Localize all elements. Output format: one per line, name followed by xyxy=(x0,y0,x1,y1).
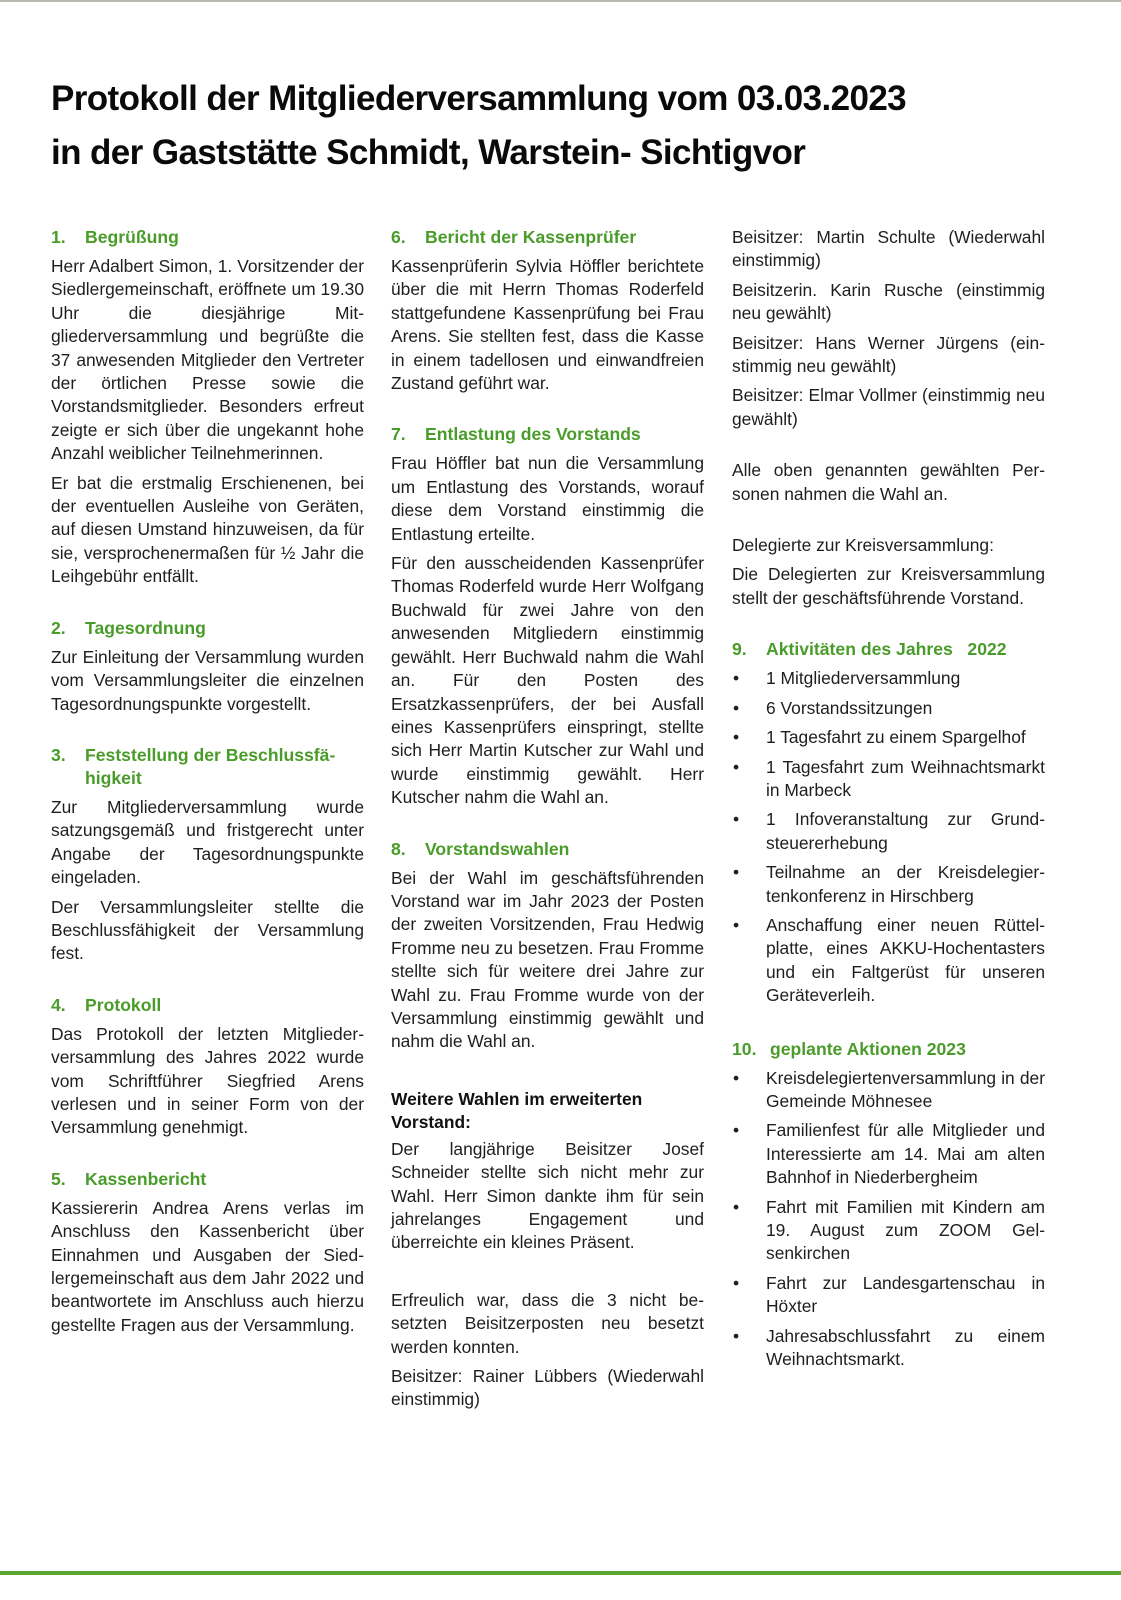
paragraph: Bei der Wahl im geschäftsführenden Vorstand war im Jahr 2023 der Posten der zweiten Vorsitzenden, Frau Hedwig Fromme neu zu besetzen. Frau Fromme stellte sich für weitere drei Jahre zur Wahl zu. Frau Fromme wurde von der Versammlung einstimmig gewählt und nahm die Wahl an. xyxy=(391,867,704,1052)
list-item-text: Familienfest für alle Mitglieder und Interessierte am 14. Mai am alten Bahnhof in Niederbergheim xyxy=(766,1120,1045,1188)
title-line-2: in der Gaststätte Schmidt, Warstein- Sichtigvor xyxy=(51,133,806,172)
list-item-text: 1 Infoveranstaltung zur Grundsteuererhebung xyxy=(766,809,1045,853)
paragraph: Alle oben genannten gewählten Personen nahmen die Wahl an. xyxy=(732,460,1045,504)
bullet-icon: • xyxy=(733,668,740,689)
list-item xyxy=(732,1272,1045,1319)
section-heading xyxy=(51,617,364,640)
section-number: 2. xyxy=(51,617,66,638)
section-title: Vorstandswahlen xyxy=(425,838,570,859)
bullet-icon: • xyxy=(733,697,740,718)
list-item-text: Anschaffung einer neuen Rüttelplatte, eines AKKU-Hochentasters und ein Faltgerüst für unseren Geräteverleih. xyxy=(766,914,1045,1006)
section-number: 5. xyxy=(51,1168,66,1189)
activities-list xyxy=(732,667,1045,1007)
paragraph: Der Versammlungsleiter stellte die Beschlussfähigkeit der Versammlung fest. xyxy=(51,896,364,964)
list-item-text: 6 Vorstandssitzungen xyxy=(766,697,933,718)
section-5-kassenbericht xyxy=(51,1168,364,1337)
bullet-icon: • xyxy=(733,809,740,830)
paragraph: Das Protokoll der letzten Mitgliederversammlung des Jahres 2022 wurde vom Schriftführer Siegfried Arens verlesen und in seiner Form von der Versammlung genehmigt. xyxy=(51,1023,364,1138)
top-edge-rule xyxy=(0,0,1121,2)
section-heading xyxy=(51,226,364,249)
bullet-icon: • xyxy=(733,1272,740,1293)
section-number: 9. xyxy=(732,639,747,660)
bullet-icon: • xyxy=(733,1325,740,1346)
section-title: Protokoll xyxy=(85,994,162,1015)
list-item xyxy=(732,756,1045,803)
list-item xyxy=(732,726,1045,749)
section-heading xyxy=(391,226,704,249)
section-1-begruessung xyxy=(51,226,364,589)
list-item xyxy=(732,1325,1045,1372)
section-heading xyxy=(51,744,364,790)
column-2 xyxy=(391,226,704,1412)
section-title: Feststellung der Beschlussfähigkeit xyxy=(85,744,336,788)
paragraph: Er bat die erstmalig Erschienenen, bei der eventuellen Ausleihe von Geräten, auf diesen Umstand hinzuweisen, da für sie, versprochenermaßen für ½ Jahr die Leihgebühr entfällt. xyxy=(51,472,364,587)
section-title: Bericht der Kassenprüfer xyxy=(425,227,637,247)
section-2-tagesordnung xyxy=(51,617,364,716)
section-6-kassenpruefer xyxy=(391,226,704,395)
elected-member: Beisitzer: Elmar Vollmer (einstimmig neu gewählt) xyxy=(732,385,1045,429)
paragraph: Kassiererin Andrea Arens verlas im Anschluss den Kassenbericht über Einnahmen und Ausgaben der Siedlergemeinschaft aus dem Jahr 2022 und beantwortete im Anschluss auch hierzu gestellte Fragen aus der Versammlung. xyxy=(51,1197,364,1335)
elected-member: Beisitzer: Hans Werner Jürgens (einstimmig neu gewählt) xyxy=(732,332,1045,377)
column-1 xyxy=(51,226,364,1337)
section-3-beschlussfaehigkeit xyxy=(51,744,364,966)
paragraph: Der langjährige Beisitzer Josef Schneider stellte sich nicht mehr zur Wahl. Herr Simon dankte ihm für sein jahrelanges Engagement und überreichte ein kleines Präsent. xyxy=(391,1138,704,1253)
page-title xyxy=(51,72,1091,180)
list-item xyxy=(732,914,1045,1008)
section-7-entlastung xyxy=(391,423,704,809)
section-number: 8. xyxy=(391,838,406,859)
section-number: 4. xyxy=(51,994,66,1015)
section-heading xyxy=(732,1038,1045,1061)
paragraph: Frau Höffler bat nun die Versammlung um Entlastung des Vorstands, worauf diese dem Vorstand einstimmig die Entlastung erteilte. xyxy=(391,453,704,544)
section-number: 7. xyxy=(391,424,406,445)
list-item-text: 1 Tagesfahrt zum Weihnachtsmarkt in Marbeck xyxy=(766,756,1045,800)
section-title: Tagesordnung xyxy=(85,617,206,638)
list-item-text: 1 Mitgliederversammlung xyxy=(766,668,961,689)
section-heading xyxy=(732,638,1045,661)
paragraph: Erfreulich war, dass die 3 nicht besetzten Beisitzerposten neu besetzt werden konnten. xyxy=(391,1289,704,1357)
list-item xyxy=(732,861,1045,908)
elected-member: Beisitzer: Martin Schulte (Wiederwahl einstimmig) xyxy=(732,227,1045,271)
bullet-icon: • xyxy=(733,727,740,748)
paragraph: Für den ausscheidenden Kassenprüfer Thomas Roderfeld wurde Herr Wolfgang Buchwald für zwei Jahre von den anwesenden Mitgliedern einstimmig gewählt. Herr Buchwald nahm die Wahl an. Für den Posten des Ersatzkassenprüfers, der bei Ausfall eines Kassenprüfers einspringt, stellte sich Herr Martin Kutscher zur Wahl und wurde einstimmig gewählt. Herr Kutscher nahm die Wahl an. xyxy=(391,553,704,808)
list-item-text: Fahrt zur Landesgartenschau in Höxter xyxy=(766,1272,1045,1317)
column-3 xyxy=(732,226,1045,1377)
subheading-weitere-wahlen: Weitere Wahlen im erweiterten Vorstand: xyxy=(391,1088,643,1132)
bullet-icon: • xyxy=(733,914,740,935)
paragraph: Zur Einleitung der Versammlung wurden vom Versammlungsleiter die einzelnen Tagesordnungspunkte vorgestellt. xyxy=(51,646,364,714)
section-title: geplante Aktionen 2023 xyxy=(770,1038,966,1059)
bullet-icon: • xyxy=(733,756,740,777)
paragraph: Kassenprüferin Sylvia Höffler berichtete über die mit Herrn Thomas Roderfeld stattgefundene Kassenprüfung bei Frau Arens. Sie stellten fest, dass die Kasse in einem tadellosen und einwandfreien Zustand geführt war. xyxy=(391,256,704,394)
list-item-text: Teilnahme an der Kreisdelegiertenkonferenz in Hirschberg xyxy=(766,862,1045,906)
list-item-text: Fahrt mit Familien mit Kindern am 19. August zum ZOOM Gelsenkirchen xyxy=(766,1196,1045,1264)
section-4-protokoll xyxy=(51,994,364,1140)
section-number: 1. xyxy=(51,227,66,247)
section-title: Aktivitäten des Jahres 2022 xyxy=(766,639,1007,660)
section-10-geplante-aktionen xyxy=(732,1038,1045,1372)
section-heading xyxy=(391,423,704,446)
bullet-icon: • xyxy=(733,1196,740,1217)
elected-member: Beisitzerin. Karin Rusche (einstimmig neu gewählt) xyxy=(732,279,1045,324)
section-title: Begrüßung xyxy=(85,227,179,247)
title-line-1: Protokoll der Mitgliederversammlung vom 03.03.2023 xyxy=(51,79,907,118)
paragraph: Herr Adalbert Simon, 1. Vorsitzender der Siedlergemeinschaft, eröffnete um 19.30 Uhr die diesjährige Mitgliederversammlung und begrüßte die 37 anwesenden Mitglieder den Vertreter der örtlichen Presse sowie die Vorstandsmitglieder. Besonders erfreut zeigte er sich über die ungekannt hohe Anzahl weiblicher Teilnehmerinnen. xyxy=(51,256,364,464)
section-number: 10. xyxy=(732,1038,757,1059)
list-item xyxy=(732,1067,1045,1114)
section-heading xyxy=(51,1168,364,1191)
paragraph: Die Delegierten zur Kreisversammlung stellt der geschäftsführende Vorstand. xyxy=(732,564,1045,608)
section-heading xyxy=(391,838,704,861)
delegates-label: Delegierte zur Kreisversammlung: xyxy=(732,535,994,556)
elected-member: Beisitzer: Rainer Lübbers (Wiederwahl einstimmig) xyxy=(391,1366,704,1410)
paragraph: Zur Mitgliederversammlung wurde satzungsgemäß und fristgerecht unter Angabe der Tagesordnungspunkte eingeladen. xyxy=(51,796,364,888)
list-item xyxy=(732,667,1045,690)
section-number: 3. xyxy=(51,744,66,765)
section-title: Entlastung des Vorstands xyxy=(425,424,641,445)
list-item xyxy=(732,697,1045,720)
section-heading xyxy=(51,994,364,1017)
section-9-aktivitaeten xyxy=(732,638,1045,1007)
section-title: Kassenbericht xyxy=(85,1168,207,1189)
footer-green-rule xyxy=(0,1571,1121,1575)
section-number: 6. xyxy=(391,227,406,247)
list-item xyxy=(732,1119,1045,1189)
list-item-text: Jahresabschlussfahrt zu einem Weihnachtsmarkt. xyxy=(766,1325,1045,1370)
bullet-icon: • xyxy=(733,862,740,883)
bullet-icon: • xyxy=(733,1120,740,1141)
section-8-vorstandswahlen xyxy=(391,838,704,1412)
list-item-text: Kreisdelegiertenversammlung in der Gemeinde Möhnesee xyxy=(766,1067,1045,1111)
planned-actions-list xyxy=(732,1067,1045,1372)
list-item xyxy=(732,1196,1045,1266)
bullet-icon: • xyxy=(733,1067,740,1088)
list-item xyxy=(732,808,1045,855)
list-item-text: 1 Tagesfahrt zu einem Spargelhof xyxy=(766,727,1026,748)
